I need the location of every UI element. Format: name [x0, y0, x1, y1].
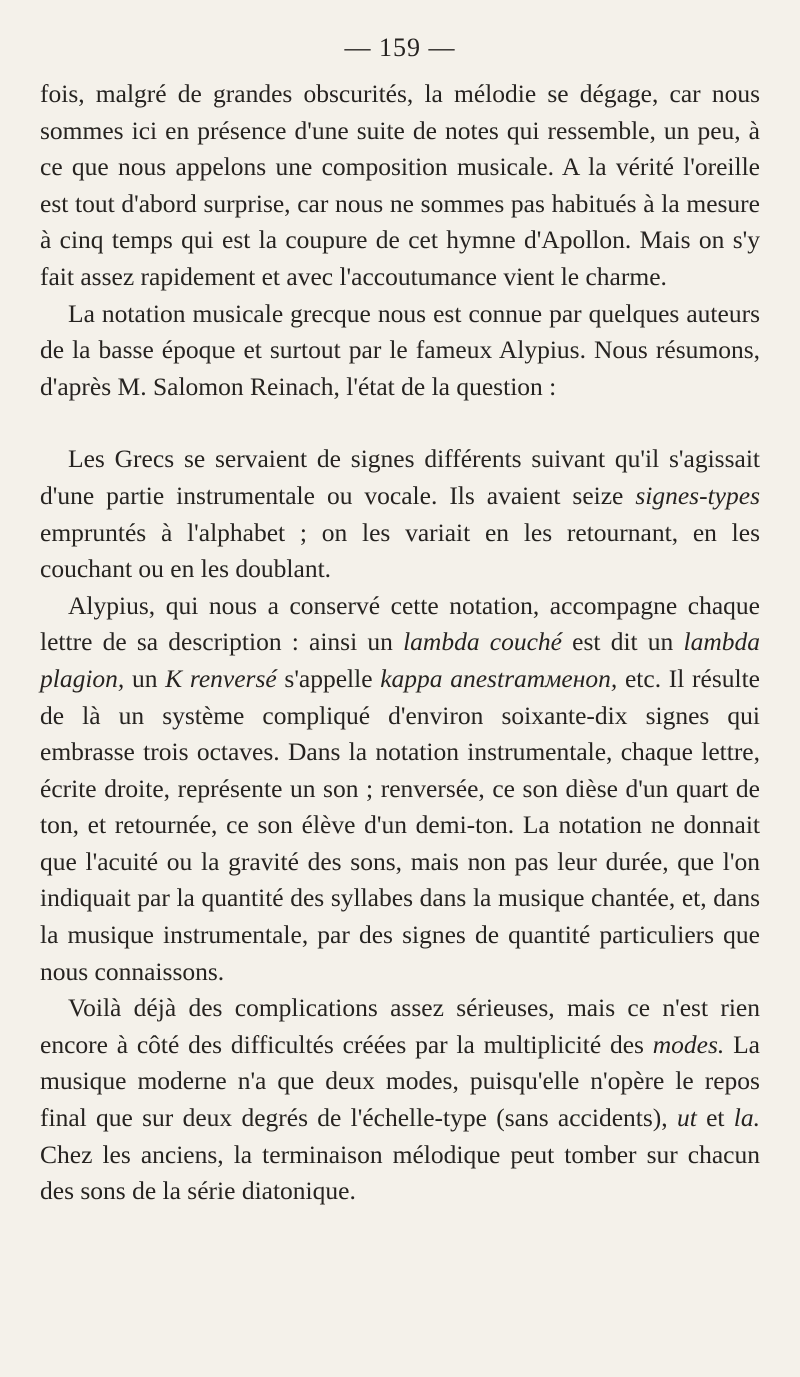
text-run: et: [696, 1103, 734, 1133]
page-number: — 159 —: [344, 33, 456, 62]
text-run: La musique moderne n'a que deux modes, puisqu'elle n'opère le repos final que sur deux degrés de l'échelle-type (sans accidents),: [40, 1029, 760, 1133]
paragraph-5: [40, 990, 760, 1210]
text-run: s'appelle: [276, 663, 381, 693]
italic-term: K renversé: [165, 663, 277, 693]
text-run: Les Grecs se servaient de signes différents suivant qu'il s'agissait d'une partie instrumentale ou vocale. Ils avaient seize: [40, 444, 760, 510]
italic-term: la.: [733, 1103, 761, 1133]
text-run: Voilà déjà des complications assez sérieuses, mais ce n'est rien encore à côté des difficultés créées par la multiplicité des: [40, 993, 760, 1059]
paragraph-3: [40, 441, 760, 587]
paragraph-4: [40, 588, 760, 991]
text-run: Alypius, qui nous a conservé cette notation, accompagne chaque lettre de sa description : ainsi un: [40, 590, 760, 657]
italic-term: ut: [676, 1103, 697, 1133]
text-run: est dit un: [561, 627, 684, 657]
text-run: Chez les anciens, la terminaison mélodique peut tomber sur chacun des sons de la série diatonique.: [40, 1139, 760, 1206]
italic-term: lambda plagion,: [40, 627, 760, 693]
italic-term: kappa anestramменon,: [380, 663, 618, 693]
italic-term: lambda couché: [403, 627, 562, 657]
paragraph-2: La notation musicale grecque nous est connue par quelques auteurs de la basse époque et surtout par le fameux Alypius. Nous résumons, d'après M. Salomon Reinach, l'état de la question :: [40, 298, 760, 401]
italic-term: modes.: [652, 1029, 725, 1059]
text-run: empruntés à l'alphabet ; on les variait en les retournant, en les couchant ou en les doublant.: [40, 517, 760, 584]
text-run: etc. Il résulte de là un système compliqué d'environ soixante-dix signes qui embrasse trois octaves. Dans la notation instrumentale, chaque lettre, écrite droite, représente un son ; renversée, ce son dièse d'un quart de ton, et retournée, ce son élève d'un demi-ton. La notation ne donnait que l'acuité ou la gravité des sons, mais non pas leur durée, que l'on indiquait par la quantité des syllabes dans la musique chantée, et, dans la musique instrumentale, par des signes de quantité particuliers que nous connaissons.: [40, 663, 760, 986]
italic-term: signes-types: [635, 480, 760, 510]
text-run: un: [124, 663, 166, 693]
paragraph-spacer: [40, 405, 760, 441]
paragraph-1: fois, malgré de grandes obscurités, la mélodie se dégage, car nous sommes ici en présence d'une suite de notes qui ressemble, un peu, à ce que nous appelons une composition musicale. A la vérité l'oreille est tout d'abord surprise, car nous ne sommes pas habitués à la mesure à cinq temps qui est la coupure de cet hymne d'Apollon. Mais on s'y fait assez rapidement et avec l'accoutumance vient le charme.: [40, 79, 760, 291]
